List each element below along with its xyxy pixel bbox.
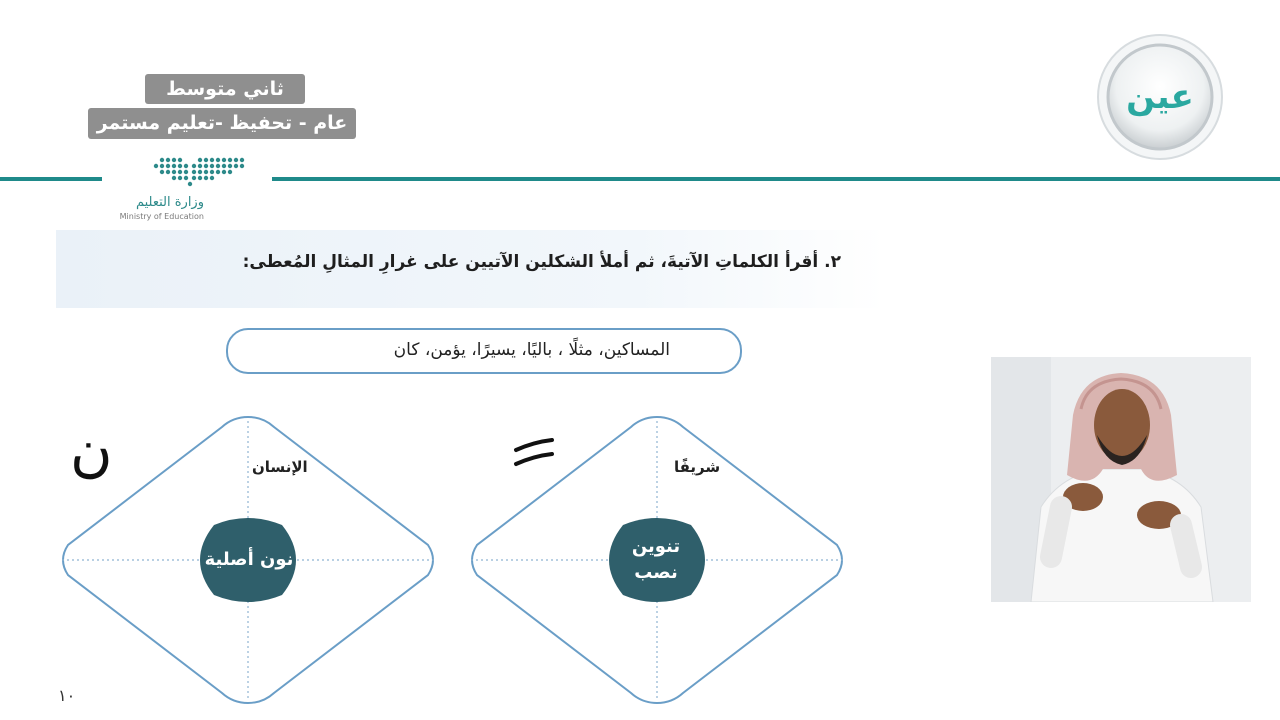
ministry-name: وزارة التعليم <box>135 195 204 210</box>
question-banner <box>56 230 885 308</box>
right-center-label <box>601 519 711 601</box>
header-divider-left <box>0 177 102 181</box>
presenter-video[interactable] <box>991 357 1251 602</box>
ein-channel-logo <box>1095 32 1225 162</box>
right-example-word: شريفًا <box>674 458 721 476</box>
tanween-symbol-icon <box>512 436 556 470</box>
channel-logo-text: عين <box>1126 77 1194 117</box>
noon-symbol: ن <box>70 416 113 484</box>
words-box <box>226 328 742 374</box>
left-example-word: الإنسان <box>252 458 308 476</box>
track-label: عام - تحفيظ -تعليم مستمر <box>88 108 356 139</box>
question-text: ٢. أقرأ الكلماتِ الآتيةَ، ثم أملأ الشكلين الآتيين على غرارِ المثالِ المُعطى: <box>242 252 841 272</box>
ministry-name-en: Ministry of Education <box>119 212 204 221</box>
right-center-line2: نصب <box>634 562 678 583</box>
grade-label: ثاني متوسط <box>145 74 305 104</box>
presenter-figure <box>991 357 1251 602</box>
page-number: ١٠ <box>58 686 76 705</box>
left-center-label: نون أصلية <box>204 549 294 570</box>
words-list: المساكين، مثلًا ، باليًا، يسيرًا، يؤمن، كان <box>393 340 670 360</box>
right-center-line1: تنوين <box>631 536 681 557</box>
header-divider-right <box>272 177 1280 181</box>
